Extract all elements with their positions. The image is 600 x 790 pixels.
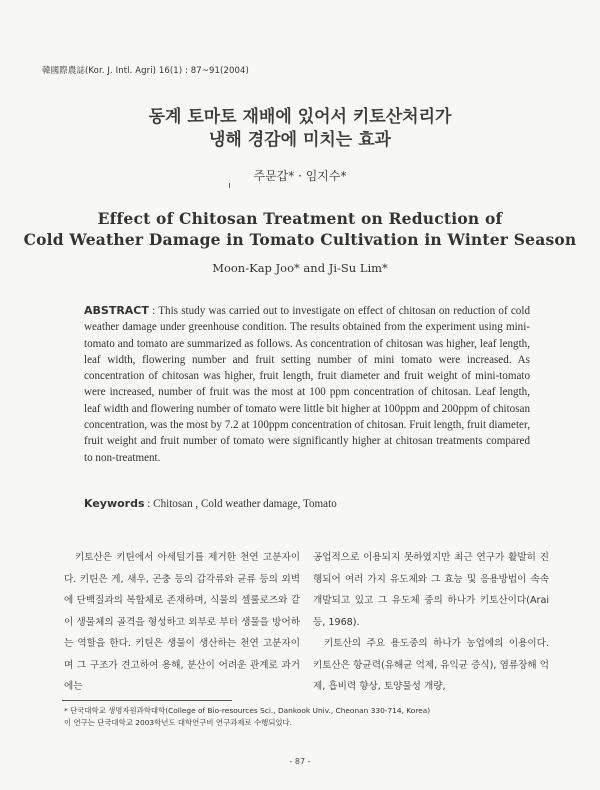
keywords-text: Chitosan , Cold weather damage, Tomato [153, 498, 337, 510]
footnotes [64, 705, 544, 728]
journal-citation: 韓國際農誌(Kor. J. Intl. Agri) 16(1) : 87~91(2004) [42, 66, 249, 76]
body-column-right [313, 547, 549, 698]
body-paragraph: 키토산은 키틴에서 아세틸기를 제거한 천연 고분자이다. 키틴은 게, 새우, 곤충 등의 갑각류와 균류 등의 외벽에 단백질과의 복합체로 존재하며, 식물의 셀룰로즈와 같이 생물체의 골격을 형성하고 외부로 부터 생물을 방어하는 역할을 한다. 키틴은 생물이 생산하는 천연 고분자이며 그 구조가 견고하여 용해, 분산이 어려운 관계로 과거에는 [64, 552, 300, 692]
body-paragraph: 키토산의 주요 용도중의 하나가 농업에의 이용이다. 키토산은 항균력(유해균 억제, 유익균 증식), 염류장해 억제, 흡비력 향상, 토양물성 개량, [313, 638, 549, 692]
body-column-left [64, 547, 300, 698]
stray-mark [229, 183, 233, 188]
keywords-label: Keywords [84, 497, 145, 510]
keywords-separator: : [144, 498, 154, 510]
abstract-label: ABSTRACT [84, 304, 149, 317]
abstract-separator: : [148, 305, 159, 317]
korean-title-line-1: 동계 토마토 재배에 있어서 키토산처리가 [148, 107, 452, 127]
korean-title-line-2: 냉해 경감에 미치는 효과 [209, 130, 391, 150]
english-title-line-1: Effect of Chitosan Treatment on Reduction of [97, 209, 503, 228]
english-title-line-2: Cold Weather Damage in Tomato Cultivation in Winter Season [23, 230, 577, 249]
page-number: - 87 - [289, 757, 311, 766]
abstract-text: This study was carried out to investigate on effect of chitosan on reduction of cold weather damage under greenhouse condition. The results obtained from the experiment using mini-tomato and tomato are summarized as follows. As concentration of chitosan was higher, leaf length, leaf width, flowering number and fruit setting number of mini tomato were increased. As concentration of chitosan was higher, fruit length, fruit diameter and fruit weight of mini-tomato were increased, number of fruit was the most at 100 ppm concentration of chitosan. Leaf length, leaf width and flowering number of tomato were little bit higher at 100ppm and 200ppm of chitosan concentration, was the most by 7.2 at 100ppm concentration of chitosan. Fruit length, fruit diameter, fruit weight and fruit number of tomato were significantly higher at chitosan treatments compared to non-treatment. [84, 305, 530, 464]
body-paragraph: 공업적으로 이용되지 못하였지만 최근 연구가 활발히 진행되어 여러 가지 유도체와 그 효능 및 응용방법이 속속 개발되고 있고 그 유도체 중의 하나가 키토산이다(Arai 등, 1968). [313, 552, 549, 628]
abstract [84, 303, 530, 466]
keywords [84, 497, 530, 510]
korean-authors: 주문갑* · 임지수* [253, 169, 347, 183]
footnote-affiliation: * 단국대학교 생명자원과학대학(College of Bio-resources Sci., Dankook Univ., Cheonan 330-714, Korea) [64, 706, 431, 715]
english-authors: Moon-Kap Joo* and Ji-Su Lim* [212, 261, 388, 275]
footnote-funding: 이 연구는 단국대학교 2003학년도 대학연구비 연구과제로 수행되었다. [64, 717, 293, 727]
footnote-divider [62, 700, 232, 701]
